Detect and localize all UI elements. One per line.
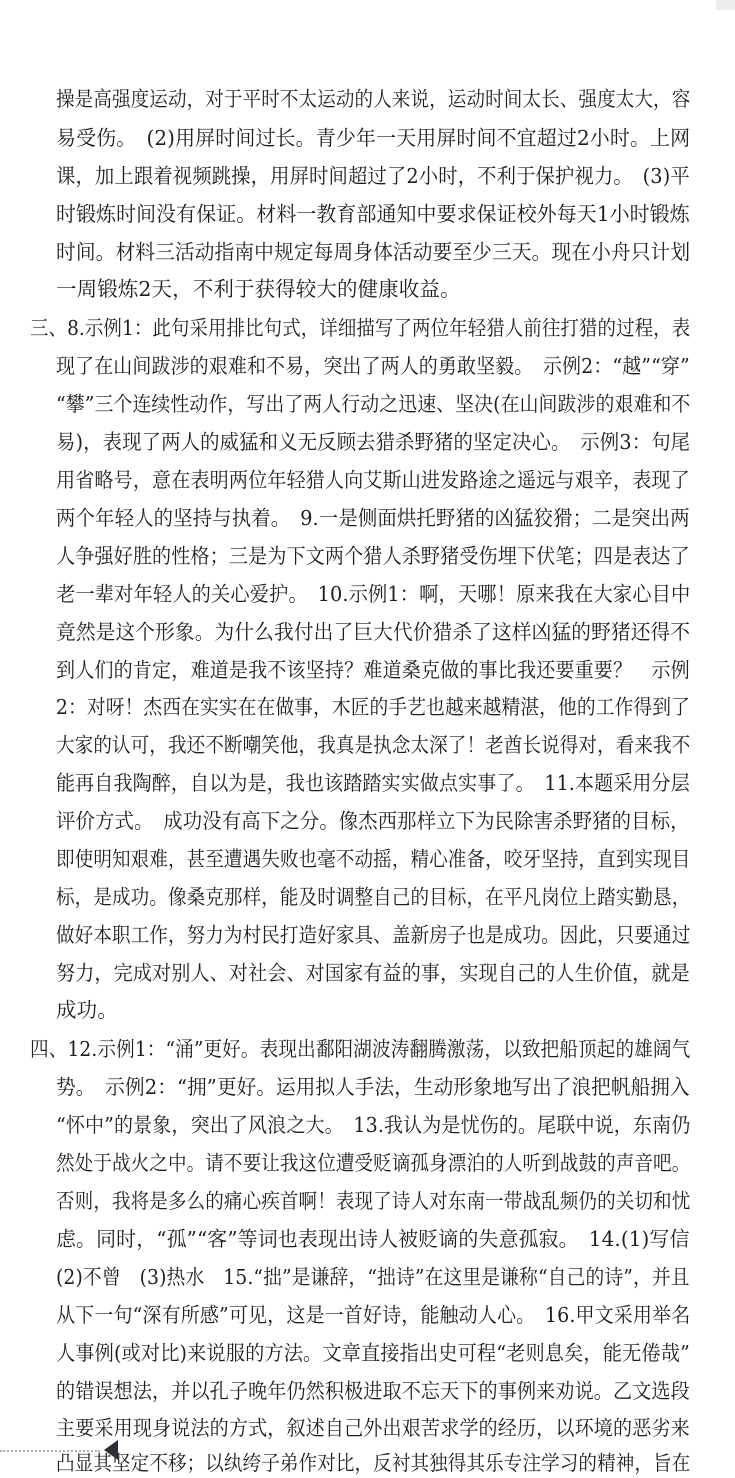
text-line: 能再自我陶醉，自以为是，我也该踏踏实实做点实事了。 11.本题采用分层 xyxy=(56,771,690,795)
text-line: 否则，我将是多么的痛心疾首啊！表现了诗人对东南一带战乱频仍的关切和忧 xyxy=(56,1189,691,1213)
text-line: 人争强好胜的性格；三是为下文两个猎人杀野猪受伤埋下伏笔；四是表达了 xyxy=(56,544,690,568)
text-line: 的错误想法，并以孔子晚年仍然积极进取不忘天下的事例来劝说。乙文选段 xyxy=(56,1379,690,1403)
text-line: 一周锻炼2天，不利于获得较大的健康收益。 xyxy=(56,277,461,301)
text-line: (2)不曾 (3)热水 15.“拙”是谦辞，“拙诗”在这里是谦称“自己的诗”，并且 xyxy=(56,1265,690,1289)
text-line: 标，是成功。像桑克那样，能及时调整自己的目标，在平凡岗位上踏实勤恳， xyxy=(56,885,691,909)
footer-dotted-rule xyxy=(0,1450,100,1452)
text-line: 时间。材料三活动指南中规定每周身体活动要至少三天。现在小舟只计划 xyxy=(56,240,691,264)
text-line: “攀”三个连续性动作，写出了两人行动之迅速、坚决(在山间跋涉的艰难和不 xyxy=(56,392,691,416)
text-line: 凸显其坚定不移；以纨绔子弟作对比，反衬其独得其乐专注学习的精神，旨在 xyxy=(56,1451,691,1475)
text-line: 两个年轻人的坚持与执着。 9.一是侧面烘托野猪的凶猛狡猾；二是突出两 xyxy=(56,506,690,530)
text-line: 老一辈对年轻人的关心爱护。 10.示例1：啊，天哪！原来我在大家心目中 xyxy=(56,582,691,606)
text-line: 评价方式。 成功没有高下之分。像杰西那样立下为民除害杀野猪的目标， xyxy=(56,809,690,833)
text-line: 易受伤。 (2)用屏时间过长。青少年一天用屏时间不宜超过2小时。上网 xyxy=(56,126,691,150)
text-line: 用省略号，意在表明两位年轻猎人向艾斯山进发路途之遥远与艰辛，表现了 xyxy=(56,468,690,492)
text-line: 成功。 xyxy=(56,998,118,1022)
text-line: 大家的认可，我还不断嘲笑他，我真是执念太深了！老酋长说得对，看来我不 xyxy=(56,733,691,757)
text-line: 操是高强度运动，对于平时不太运动的人来说，运动时间太长、强度太大，容 xyxy=(56,87,691,111)
text-line: 三、8.示例1：此句采用排比句式，详细描写了两位年轻猎人前往打猎的过程，表 xyxy=(30,316,691,340)
text-line: 2：对呀！杰西在实实在在做事，木匠的手艺也越来越精湛，他的工作得到了 xyxy=(56,695,690,719)
scan-corner-mark xyxy=(716,0,735,10)
text-line: 做好本职工作，努力为村民打造好家具、盖新房子也是成功。因此，只要通过 xyxy=(56,923,691,947)
text-line: 时锻炼时间没有保证。材料一教育部通知中要求保证校外每天1小时锻炼 xyxy=(56,202,690,226)
text-line: 竟然是这个形象。为什么我付出了巨大代价猎杀了这样凶猛的野猪还得不 xyxy=(56,620,691,644)
text-line: 现了在山间跋涉的艰难和不易，突出了两人的勇敢坚毅。 示例2：“越”“穿” xyxy=(56,354,690,378)
text-line: 四、12.示例1：“涌”更好。表现出鄱阳湖波涛翻腾激荡，以致把船顶起的雄阔气 xyxy=(30,1037,691,1061)
text-line: “怀中”的景象，突出了风浪之大。 13.我认为是忧伤的。尾联中说，东南仍 xyxy=(56,1113,691,1137)
text-line: 人事例(或对比)来说服的方法。文章直接指出史可程“老则息矣，能无倦哉” xyxy=(56,1341,690,1365)
text-line: 即使明知艰难，甚至遭遇失败也毫不动摇，精心准备，咬牙坚持，直到实现目 xyxy=(56,847,691,871)
text-line: 然处于战火之中。请不要让我这位遭受贬谪孤身漂泊的人听到战鼓的声音吧。 xyxy=(56,1151,691,1175)
text-line: 努力，完成对别人、对社会、对国家有益的事，实现自己的人生价值，就是 xyxy=(56,961,690,985)
text-line: 虑。同时，“孤”“客”等词也表现出诗人被贬谪的失意孤寂。 14.(1)写信 xyxy=(56,1227,690,1251)
page-turn-arrow-icon xyxy=(104,1440,118,1460)
text-line: 主要采用现身说法的方式，叙述自己外出艰苦求学的经历，以环境的恶劣来 xyxy=(56,1416,690,1440)
text-line: 课，加上跟着视频跳操，用屏时间超过了2小时，不利于保护视力。 (3)平 xyxy=(56,164,690,188)
text-line: 从下一句“深有所感”可见，这是一首好诗，能触动人心。 16.甲文采用举名 xyxy=(56,1303,691,1327)
text-line: 易)，表现了两人的威猛和义无反顾去猎杀野猪的坚定决心。 示例3：句尾 xyxy=(56,430,691,454)
text-line: 势。 示例2：“拥”更好。运用拟人手法，生动形象地写出了浪把帆船拥入 xyxy=(56,1075,690,1099)
text-line: 到人们的肯定，难道是我不该坚持？难道桑克做的事比我还要重要？ 示例 xyxy=(56,658,690,682)
